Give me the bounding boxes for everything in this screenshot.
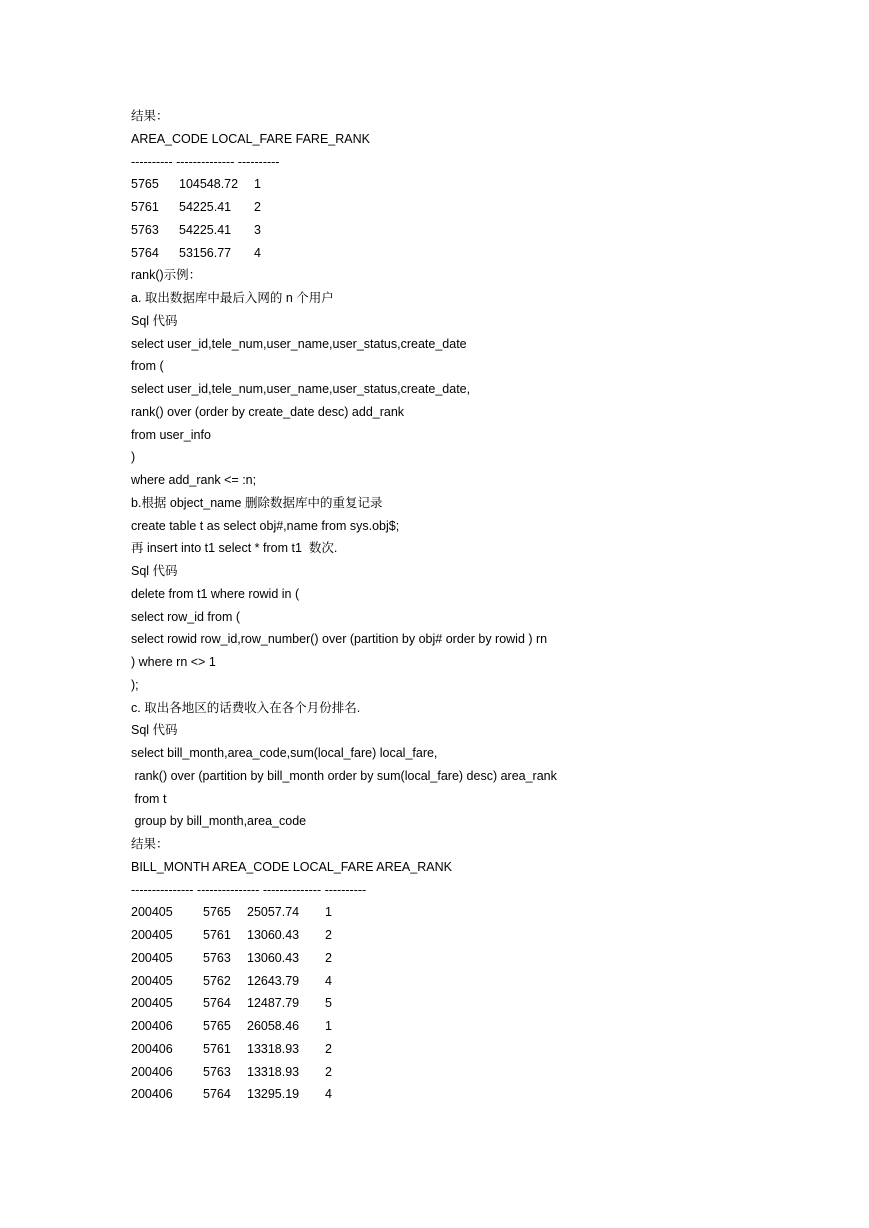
table-cell: 2 bbox=[325, 950, 332, 965]
code-line: ); bbox=[131, 677, 139, 692]
table-cell: 2 bbox=[325, 928, 332, 942]
code-line: select rowid row_id,row_number() over (partition by obj# order by rowid ) rn bbox=[131, 632, 548, 647]
table-cell: 5761 bbox=[203, 928, 231, 942]
table-cell: 1 bbox=[254, 177, 261, 192]
table-cell: 200406 bbox=[131, 1064, 173, 1079]
table-cell: 5761 bbox=[131, 200, 159, 214]
table-cell: 200405 bbox=[131, 950, 173, 965]
table-row bbox=[131, 992, 557, 1015]
table-row bbox=[131, 1015, 557, 1038]
code-line: select user_id,tele_num,user_name,user_status,create_date, bbox=[131, 382, 471, 396]
code-block-c bbox=[131, 742, 557, 833]
create-table-line: create table t as select obj#,name from sys.obj$; bbox=[131, 518, 400, 533]
table-cell: 200405 bbox=[131, 973, 173, 988]
code-line: rank() over (partition by bill_month order by sum(local_fare) desc) area_rank bbox=[131, 768, 557, 783]
rank-example-heading: rank()示例： bbox=[131, 268, 202, 283]
table-cell: 5765 bbox=[203, 905, 231, 920]
table-cell: 200406 bbox=[131, 1019, 173, 1033]
table-cell: 2 bbox=[254, 200, 261, 214]
table-cell: 25057.74 bbox=[247, 905, 300, 920]
example-a-heading: a. 取出数据库中最后入网的 n 个用户 bbox=[131, 291, 334, 305]
table-cell: 4 bbox=[325, 1087, 332, 1102]
table-cell: 3 bbox=[254, 222, 261, 237]
table-row bbox=[131, 1083, 557, 1106]
table-cell: 54225.41 bbox=[179, 222, 232, 237]
table-cell: 200405 bbox=[131, 905, 173, 920]
table-cell: 54225.41 bbox=[179, 200, 232, 214]
sql-code-label: Sql 代码 bbox=[131, 564, 178, 578]
code-line: select row_id from ( bbox=[131, 609, 241, 624]
table-cell: 4 bbox=[254, 245, 261, 260]
table-cell: 13060.43 bbox=[247, 928, 300, 942]
table-row bbox=[131, 196, 557, 219]
table-cell: 4 bbox=[325, 973, 332, 988]
code-line: select bill_month,area_code,sum(local_fare) local_fare, bbox=[131, 746, 438, 760]
example-b-heading: b.根据 object_name 删除数据库中的重复记录 bbox=[131, 495, 383, 510]
result-label: 结果： bbox=[131, 836, 169, 851]
table-cell: 200406 bbox=[131, 1087, 173, 1102]
code-line: ) bbox=[131, 450, 136, 465]
table-cell: 1 bbox=[325, 905, 332, 920]
result-label: 结果： bbox=[131, 108, 169, 123]
table-cell: 104548.72 bbox=[179, 177, 239, 192]
document-body bbox=[131, 105, 557, 1106]
sql-code-label: Sql 代码 bbox=[131, 313, 178, 328]
table-cell: 5762 bbox=[203, 973, 231, 988]
table-row bbox=[131, 924, 557, 947]
code-line: select user_id,tele_num,user_name,user_status,create_date bbox=[131, 336, 467, 351]
table-cell: 12487.79 bbox=[247, 996, 300, 1011]
table-cell: 5765 bbox=[203, 1019, 231, 1033]
code-line: delete from t1 where rowid in ( bbox=[131, 586, 300, 601]
insert-line: 再 insert into t1 select * from t1 数次. bbox=[131, 541, 338, 556]
table-cell: 5761 bbox=[203, 1041, 231, 1056]
code-line: from user_info bbox=[131, 427, 211, 442]
table-cell: 2 bbox=[325, 1041, 332, 1056]
code-block-b bbox=[131, 583, 557, 697]
table-cell: 5764 bbox=[131, 245, 159, 260]
table-cell: 26058.46 bbox=[247, 1019, 300, 1033]
code-line: ) where rn <> 1 bbox=[131, 655, 216, 669]
code-line: where add_rank <= :n; bbox=[131, 473, 257, 487]
result-table-header: AREA_CODE LOCAL_FARE FARE_RANK bbox=[131, 131, 370, 146]
table-cell: 5764 bbox=[203, 996, 231, 1011]
code-line: rank() over (order by create_date desc) add_rank bbox=[131, 404, 405, 419]
table-cell: 5763 bbox=[203, 1064, 231, 1079]
table-row bbox=[131, 901, 557, 924]
result-table-separator: ---------- -------------- ---------- bbox=[131, 154, 280, 169]
table-row bbox=[131, 173, 557, 196]
table-cell: 13295.19 bbox=[247, 1087, 300, 1102]
table-cell: 2 bbox=[325, 1064, 332, 1079]
table-row bbox=[131, 242, 557, 265]
table-cell: 5763 bbox=[203, 950, 231, 965]
table-row bbox=[131, 947, 557, 970]
table-cell: 5 bbox=[325, 996, 332, 1011]
table-cell: 5765 bbox=[131, 177, 159, 192]
table-cell: 5763 bbox=[131, 222, 159, 237]
example-c-heading: c. 取出各地区的话费收入在各个月份排名. bbox=[131, 700, 361, 715]
table-cell: 1 bbox=[325, 1019, 332, 1033]
table-row bbox=[131, 970, 557, 993]
code-block-a bbox=[131, 333, 557, 492]
code-line: from t bbox=[131, 791, 167, 806]
table-cell: 13060.43 bbox=[247, 950, 300, 965]
table-cell: 200406 bbox=[131, 1041, 173, 1056]
code-line: group by bill_month,area_code bbox=[131, 814, 307, 829]
result-table-2-header: BILL_MONTH AREA_CODE LOCAL_FARE AREA_RANK bbox=[131, 859, 452, 874]
result-table-2-separator: --------------- --------------- -------------- ---------- bbox=[131, 882, 367, 897]
code-line: from ( bbox=[131, 359, 164, 374]
table-cell: 53156.77 bbox=[179, 245, 232, 260]
table-row bbox=[131, 219, 557, 242]
table-cell: 12643.79 bbox=[247, 973, 300, 988]
result-table-2-rows bbox=[131, 901, 557, 1106]
table-cell: 200405 bbox=[131, 928, 173, 942]
table-cell: 13318.93 bbox=[247, 1041, 300, 1056]
table-cell: 5764 bbox=[203, 1087, 231, 1102]
sql-code-label: Sql 代码 bbox=[131, 723, 178, 738]
table-row bbox=[131, 1038, 557, 1061]
result-table-rows bbox=[131, 173, 557, 264]
table-cell: 200405 bbox=[131, 996, 173, 1011]
table-cell: 13318.93 bbox=[247, 1064, 300, 1079]
table-row bbox=[131, 1061, 557, 1084]
